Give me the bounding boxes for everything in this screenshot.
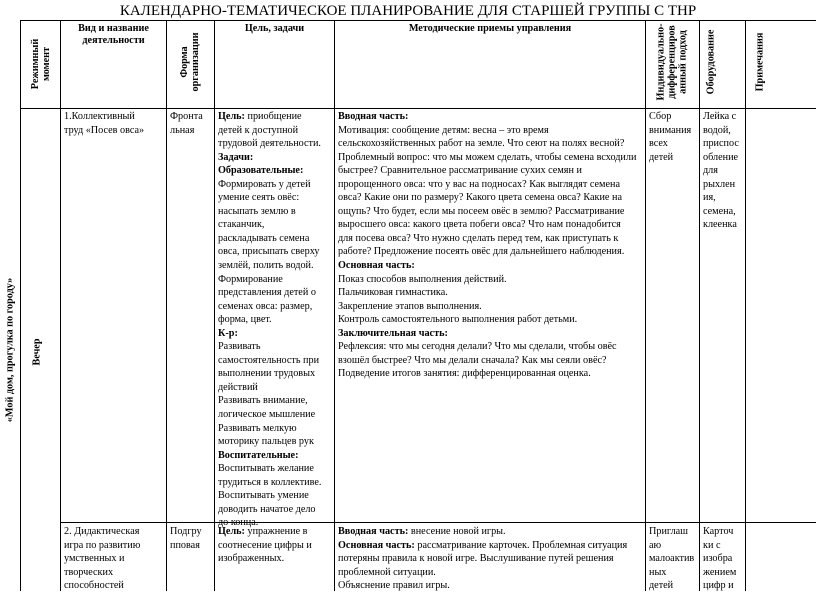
text-line: малоактив <box>649 553 695 565</box>
text-line: умственных и <box>64 553 125 565</box>
text-line: 2. Дидактическая <box>64 526 140 537</box>
text-line: семена, <box>703 205 736 217</box>
text-line: Контроль самостоятельного выполнения работ детьми. <box>338 314 578 326</box>
text-line: моторику пальцев рук <box>218 436 314 448</box>
text-line: аю <box>649 539 662 551</box>
text-line: способностей <box>64 580 124 592</box>
text-line: изображенных. <box>218 553 285 565</box>
row1-activity: 1.Коллективный труд «Посев овса» <box>64 111 145 136</box>
text-line: Воспитывать умение <box>218 490 309 502</box>
text-line: раскладывать семена <box>218 232 310 244</box>
text-line: стаканчик, <box>218 219 265 231</box>
text-line: рыхлен <box>703 178 736 190</box>
text-line: для посева овса? Что нужно сделать перед тем, как приступать к <box>338 232 619 244</box>
text-line: Приглаш <box>649 526 689 537</box>
text-line: Закрепление этапов выполнения. <box>338 300 482 312</box>
text-line: Заключительная часть: <box>338 327 448 339</box>
row2-form: Подгру пповая <box>170 526 202 551</box>
text-line: потеряны правила к новой игре. Выслушивание путей решения <box>338 553 614 565</box>
header-methods: Методические приемы управления <box>408 23 572 34</box>
text-line: приспос <box>703 138 739 150</box>
text-line: проблемной ситуации. <box>338 566 436 578</box>
text-line: Цель: упражнение в <box>218 526 308 537</box>
text-line: Показ способов выполнения действий. <box>338 273 507 285</box>
text-line: ия, <box>703 192 716 204</box>
text-line: до конца. <box>218 517 259 529</box>
text-line: Развивать <box>218 341 261 353</box>
text-line: Формирование <box>218 273 283 285</box>
text-line: выполнении трудовых <box>218 368 316 380</box>
text-line: изобра <box>703 553 733 565</box>
text-line: работе? Предложение посеять овёс для дальнейшего наблюдения. <box>338 246 625 258</box>
text-line: трудиться в коллективе. <box>218 476 322 488</box>
text-line: семенах овса: размер, <box>218 300 313 312</box>
text-line: овса, присыпать сверху <box>218 246 320 258</box>
text-line: Цель: приобщение <box>218 111 302 122</box>
text-line: Проблемный вопрос: что мы можем сделать, чтобы семена всходили <box>338 151 637 163</box>
text-line: клеенка <box>703 219 737 231</box>
text-line: логическое мышление <box>218 409 316 421</box>
text-line: для <box>703 165 718 177</box>
text-line: Основная часть: рассматривание карточек. Проблемная ситуация <box>338 539 628 551</box>
text-line: Основная часть: <box>338 260 415 272</box>
header-moment: Режимный момент <box>30 38 52 90</box>
text-line: быстрее? Сравнительное рассматривание сухих семян и <box>338 165 582 177</box>
text-line: Развивать мелкую <box>218 422 297 434</box>
text-line: Воспитывать желание <box>218 463 314 475</box>
text-line: самостоятельность при <box>218 354 320 366</box>
text-line: ных <box>649 566 667 578</box>
moment-label: Вечер <box>31 338 43 366</box>
text-line: Пальчиковая гимнастика. <box>338 287 448 299</box>
text-line: всех <box>649 138 668 150</box>
text-line: Вводная часть: внесение новой игры. <box>338 526 506 537</box>
text-line: действий <box>218 381 258 393</box>
text-line: пророщенного овса: что у вас на подносах? Как выглядят семена <box>338 178 620 190</box>
row1-equipment <box>703 110 745 232</box>
text-line: доводить начатое дело <box>218 503 316 515</box>
text-line: представления детей о <box>218 287 316 299</box>
text-line: Мотивация: сообщение детям: весна – это время <box>338 124 549 136</box>
text-line: Развивать внимание, <box>218 395 308 407</box>
row2-methods <box>338 525 645 593</box>
text-line: внимания <box>649 124 692 136</box>
page-title: КАЛЕНДАРНО-ТЕМАТИЧЕСКОЕ ПЛАНИРОВАНИЕ ДЛЯ СТАРШЕЙ ГРУППЫ С ТНР <box>119 3 697 19</box>
text-line: умение сеять овёс: <box>218 192 300 204</box>
text-line: цифр и <box>703 580 734 592</box>
row1-methods <box>338 110 645 522</box>
text-line: Формировать у детей <box>218 178 311 190</box>
text-line: творческих <box>64 566 114 578</box>
text-line: Лейка с <box>703 111 737 122</box>
header-equipment: Оборудование <box>705 29 717 95</box>
text-line: детей <box>649 151 674 163</box>
text-line: К-р: <box>218 327 238 339</box>
header-form: Форма организации <box>179 32 201 92</box>
text-line: Объяснение правил игры. <box>338 580 450 592</box>
row2-goal <box>218 525 334 566</box>
text-line: жением <box>703 566 737 578</box>
text-line: Сбор <box>649 111 672 122</box>
text-line: взошёл быстрее? Что мы делали сначала? Как мы сеяли овёс? <box>338 354 607 366</box>
text-line: Образовательные: <box>218 165 304 177</box>
text-line: детей к доступной <box>218 124 299 136</box>
text-line: водой, <box>703 124 731 136</box>
text-line: насыпать землю в <box>218 205 296 217</box>
header-goal: Цель, задачи <box>244 23 305 34</box>
text-line: игра по развитию <box>64 539 141 551</box>
text-line: Вводная часть: <box>338 111 409 122</box>
text-line: форма, цвет. <box>218 314 272 326</box>
text-line: Воспитательные: <box>218 449 299 461</box>
text-line: овса? Какие они по размеру? Какого цвета семена овса? Какие на <box>338 192 622 204</box>
row2-individual <box>649 525 699 593</box>
text-line: детей <box>649 580 674 592</box>
row1-goal <box>218 110 334 529</box>
header-notes: Примечания <box>754 32 766 92</box>
text-line: выросшего овса: какого цвета побеги овса? Что нам понадобится <box>338 219 621 231</box>
text-line: ки с <box>703 539 721 551</box>
text-line: соотнесение цифры и <box>218 539 312 551</box>
text-line: обление <box>703 151 739 163</box>
text-line: Карточ <box>703 526 734 537</box>
text-line: Задачи: <box>218 151 254 163</box>
text-line: Рефлексия: что мы сегодня делали? Что мы сделали, чтобы овёс <box>338 341 617 353</box>
text-line: землёй, полить водой. <box>218 260 314 272</box>
header-individual: Индивидуально- дифференциров анный подход <box>655 23 689 101</box>
theme-label: «Мой дом, прогулка по городу» <box>4 277 16 423</box>
row1-individual <box>649 110 699 164</box>
row1-form: Фронта льная <box>170 111 203 136</box>
text-line: ощупь? Что будет, если мы посеем овёс в землю? Рассматривание <box>338 205 625 217</box>
text-line: Подведение итогов занятия: дифференцированная оценка. <box>338 368 591 380</box>
text-line: сельскохозяйственных работ на земле. Что сеют на полях весной? <box>338 138 625 150</box>
row2-equipment <box>703 525 745 593</box>
text-line: трудовой деятельности. <box>218 138 321 150</box>
header-activity: Вид и название деятельности <box>78 23 149 46</box>
row2-activity <box>64 525 165 593</box>
